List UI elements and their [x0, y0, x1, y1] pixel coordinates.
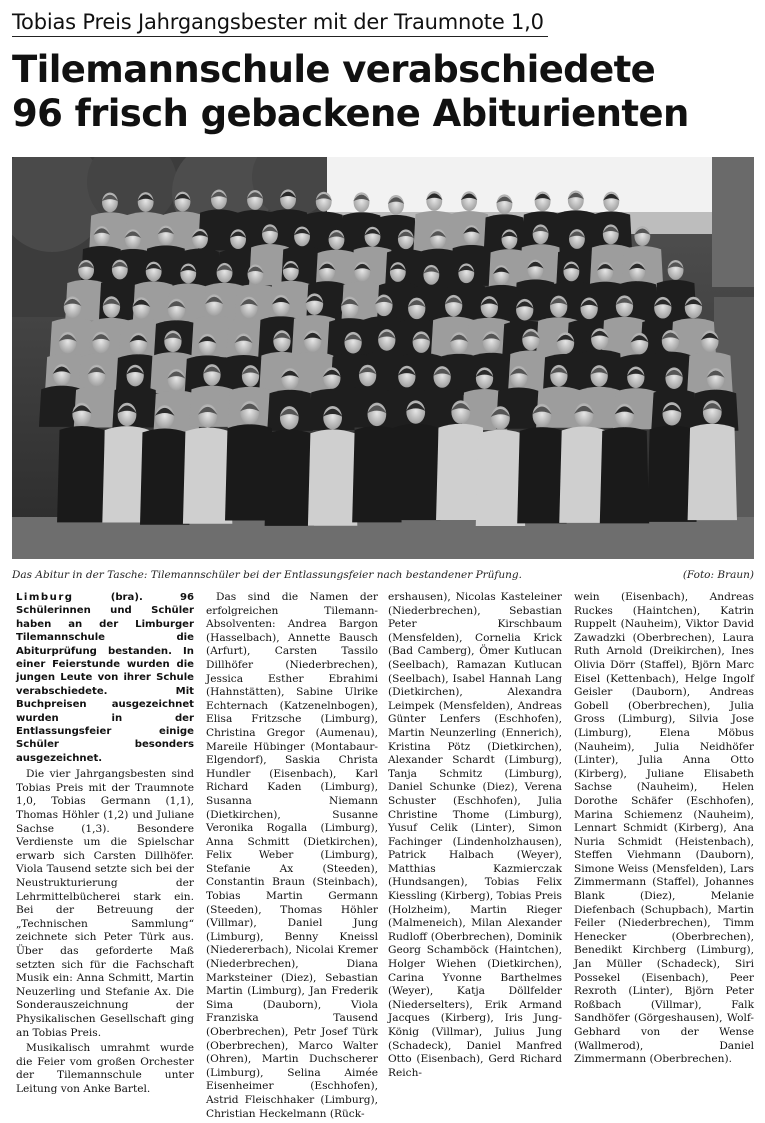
article-column-3 — [388, 591, 562, 1082]
article-column-2 — [206, 591, 378, 1123]
graduate-figure — [140, 428, 189, 524]
graduate-figure — [112, 386, 158, 427]
headline-line-2: 96 frisch gebackene Abiturienten — [12, 92, 689, 135]
caption-text: Das Abitur in der Tasche: Tilemannschüler bei der Entlassungsfeier nach bestandener Prüfung. — [12, 569, 522, 581]
headline-line-1: Tilemannschule verabschiedete — [12, 48, 656, 91]
lead-text: (bra). 96 Schülerinnen und Schüler haben an der Limburger Tilemannschule die Abiturprüfung bestanden. In einer Feierstunde wurden die jungen Leute von ihrer Schule verabschiedete. Mit Buchpreisen ausgezeichnet wurden in der Entlassungsfeier einige Schüler besonders ausgezeichnet. — [16, 592, 194, 764]
graduate-figure — [391, 424, 440, 520]
graduate-figure — [600, 427, 649, 523]
photo-caption — [12, 569, 754, 581]
class-group-photo — [12, 157, 754, 559]
graduate-names-part-1: Das sind die Namen der erfolgreichen Tilemann-Absolventen: Andrea Bargon (Hasselbach), Annette Bausch (Arfurt), Carsten Tassilo Dillhöfer (Niederbrechen), Jessica Esther Ebrahimi (Hahnstätten), Sabine Ulrike Echternach (Katzenelnbogen), Elisa Fritzsche (Limburg), Christina Gregor (Aumenau), Mareile Hübinger (Montabaur-Elgendorf), Saskia Christa Hundler (Eisenbach), Karl Richard Kaden (Limburg), Susanna Niemann (Dietkirchen), Susanne Veronika Rogalla (Limburg), Anna Schmitt (Dietkirchen), Felix Weber (Limburg), Stefanie Ax (Steeden), Constantin Braun (Steinbach), Tobias Martin Germann (Steeden), Thomas Höhler (Villmar), Daniel Jung (Limburg), Benny Kneissl (Niedererbach), Nicolai Kremer (Niederbrechen), Diana Marksteiner (Diez), Sebastian Martin (Limburg), Jan Frederik Sima (Dauborn), Viola Franziska Tausend (Oberbrechen), Petr Josef Türk (Oberbrechen), Marco Walter (Ohren), Martin Duchscherer (Limburg), Selina Aimée Eisenheimer (Eschhofen), Astrid Fleischhaker (Limburg), Christian Heckelmann (Rück- — [206, 591, 378, 1120]
dateline: Limburg — [16, 592, 74, 603]
article-paragraph-2: Musikalisch umrahmt wurde die Feier vom großen Orchester der Tilemannschule unter Leitung von Anke Bartel. — [16, 1042, 194, 1095]
graduate-figure — [183, 427, 232, 523]
graduate-figure — [57, 426, 106, 522]
graduate-names-part-2: ershausen), Nicolas Kasteleiner (Niederbrechen), Sebastian Peter Kirschbaum (Mensfelden), Cornelia Krick (Bad Camberg), Ömer Kutlucan (Seelbach), Ramazan Kutlucan (Seelbach), Isabel Hannah Lang (Dietkirchen), Alexandra Leimpek (Mensfelden), Andreas Günter Lenfers (Eschhofen), Martin Neunzerling (Ennerich), Kristina Pötz (Dietkirchen), Alexander Schardt (Limburg), Tanja Schmitz (Limburg), Daniel Schunke (Diez), Verena Schuster (Eschhofen), Julia Christine Thome (Limburg), Yusuf Celik (Linter), Simon Fachinger (Lindenholzhausen), Patrick Halbach (Weyer), Matthias Kazmierczak (Hundsangen), Tobias Felix Kiessling (Kirberg), Tobias Preis (Holzheim), Martin Rieger (Malmeneich), Milan Alexander Rudloff (Oberbrechen), Dominik Georg Schamböck (Haintchen), Holger Wiehen (Dietkirchen), Carina Yvonne Barthelmes (Weyer), Katja Döllfelder (Niederselters), Erik Armand Jacques (Kirberg), Iris Jung-König (Villmar), Julius Jung (Schadeck), Daniel Manfred Otto (Eisenbach), Gerd Richard Reich- — [388, 591, 562, 1079]
photo-credit: (Foto: Braun) — [682, 569, 754, 581]
graduate-names-part-3: wein (Eisenbach), Andreas Ruckes (Haintchen), Katrin Ruppelt (Nauheim), Viktor David Zawadzki (Oberbrechen), Laura Ruth Arnold (Dreikirchen), Ines Olivia Dörr (Staffel), Björn Marc Eisel (Kettenbach), Helge Ingolf Geisler (Dauborn), Andreas Gobell (Oberbrechen), Julia Gross (Limburg), Silvia Jose (Limburg), Elena Möbus (Nauheim), Julia Neidhöfer (Linter), Julia Anna Otto (Kirberg), Juliane Elisabeth Sachse (Nauheim), Helen Dorothe Schäfer (Eschhofen), Marina Schiemenz (Nauheim), Lennart Schmidt (Kirberg), Ana Nuria Schmidt (Heistenbach), Steffen Viehmann (Dauborn), Simone Weiss (Mensfelden), Lars Zimmermann (Staffel), Johannes Blank (Diez), Melanie Diefenbach (Schupbach), Martin Feiler (Niederbrechen), Timm Henecker (Oberbrechen), Benedikt Kirchberg (Limburg), Jan Müller (Schadeck), Siri Possekel (Eisenbach), Peer Rexroth (Linter), Björn Peter Roßbach (Villmar), Falk Sandhöfer (Görgeshausen), Wolf-Gebhard von der Wense (Wallmerod), Daniel Zimmermann (Oberbrechen). — [574, 591, 754, 1066]
article-column-4 — [574, 591, 754, 1069]
article-column-1 — [16, 591, 194, 1099]
graduate-figure — [265, 430, 314, 526]
kicker-line: Tobias Preis Jahrgangsbester mit der Traumnote 1,0 — [12, 8, 548, 37]
graduate-figure — [688, 424, 737, 520]
headline — [12, 48, 689, 136]
graduate-figure — [517, 427, 566, 523]
article-paragraph-1: Die vier Jahrgangsbesten sind Tobias Preis mit der Traumnote 1,0, Tobias Germann (1,1), Thomas Höhler (1,2) und Juliane Sachse (1,3). Besondere Verdienste um die Spielschar erwarb sich Carsten Dillhöfer. Viola Tausend setzte sich bei der Neustrukturierung der Lehrmittelbücherei stark ein. Bei der Betreuung der „Technischen Sammlung“ zeichnete sich Peter Türk aus. Über das geforderte Maß setzten sich für die Fachschaft Musik ein: Anna Schmitt, Martin Neuzerling und Stefanie Ax. Die Sonderauszeichnung der Physikalischen Gesellschaft ging an Tobias Preis. — [16, 768, 194, 1039]
graduate-figure — [308, 429, 357, 525]
article-lead — [16, 591, 194, 765]
